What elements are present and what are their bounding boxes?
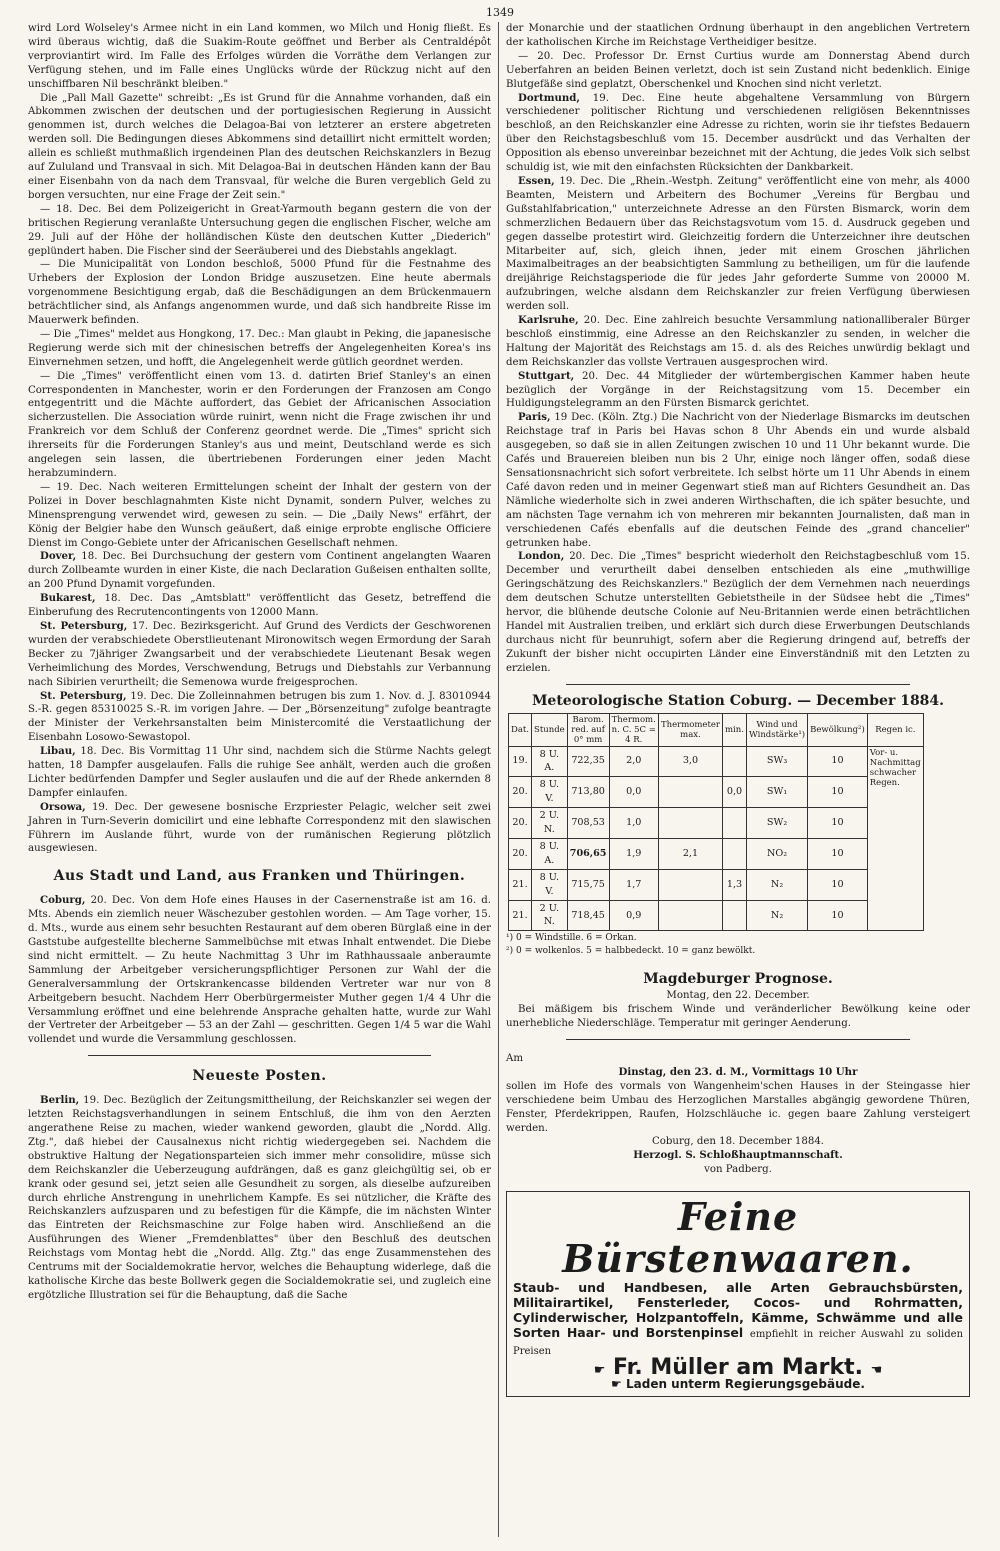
table-cell: 0,9 (609, 900, 658, 931)
table-cell: 10 (808, 777, 868, 808)
section-heading-neueste: Neueste Posten. (192, 1068, 327, 1085)
news-item-berlin (28, 1094, 491, 1303)
news-text: 20. Dec. Von dem Hofe eines Hauses in der Casernenstraße ist am 16. d. Mts. Abends ein ziemlich neuer Wäschezuber gestohlen worden. — Am Tage vorher, 15. d. Mts., wurde aus einem sehr besuchten Restaurant auf dem oberen Bürglaß eine in der Gaststube aufgestellte blecherne Sammelbüchse mit etwas Inhalt entwendet. Die Diebe sind nicht ermittelt. — Zu heute Nachmittag 3 Uhr im Rathhaussaale anberaumte Sammlung der Arbeitgeber versicherungspflichtiger Personen zur Wahl der die Generalversammlung der Ortskrankencasse bildenden Vertreter war nur von 8 Arbeitgebern besucht. Nachdem Herr Oberbürgermeister Muther gegen 1/4 4 Uhr die Versammlung eröffnet und eine belehrende Ansprache gehalten hatte, wurde zur Wahl der Vertreter der Arbeitgeber — 53 an der Zahl — geschritten. Gegen 1/4 5 war die Wahl vollendet und wurde die Versammlung geschlossen. (28, 895, 491, 1046)
news-item-petersburg (28, 620, 491, 690)
ad-date: Coburg, den 18. December 1884. (651, 1136, 825, 1148)
column-divider (498, 22, 499, 1537)
dateline: Essen, (518, 174, 555, 187)
news-item-dover (28, 550, 491, 592)
column-header: Bewölkung²) (808, 713, 868, 746)
divider (566, 1039, 910, 1040)
table-cell: 10 (808, 746, 868, 777)
dateline: St. Petersburg, (40, 619, 128, 632)
table-cell: 718,45 (567, 900, 609, 931)
column-header: Thermom. n. C. 5C = 4 R. (609, 713, 658, 746)
column-header: min. (723, 713, 747, 746)
table-cell: 8 U. A. (532, 838, 568, 869)
forecast-title: Magdeburger Prognose. (643, 971, 833, 988)
news-text: 20. Dec. Die „Times" bespricht wiederholt den Reichstagbeschluß vom 15. December und verurtheilt dabei denselben entschieden als eine „muthwillige Geringschätzung des Reichskanzlers." Bezüglich der dem Vernehmen nach neuerdings dem deutschen Schutze unterstellten Gebietstheile in der Südsee hebt die „Times" hervor, die blühende deutsche Colonie auf Neu-Britannien werde einen beträchtlichen Handel mit Australien treiben, und erklärt sich durch diese Erwerbungen Deutschlands durchaus nicht für beunruhigt, sofern aber die Regierung dringend auf, betreffs der Zukunft der bisher nicht occupirten Länder eine Einverständniß mit den Letzten zu erzielen. (506, 551, 970, 674)
table-cell: 2,1 (658, 838, 722, 869)
table-cell: SW₃ (746, 746, 807, 777)
ad-text: sollen im Hofe des vormals von Wangenheim'schen Hauses in der Steingasse hier verschiedene beim Umbau des Herzoglichen Marstalles abgängig gewordene Thüren, Fenster, Pferdekrippen, Raufen, Holzschläuche ic. gegen baare Zahlung versteigert werden. (506, 1080, 970, 1134)
auction-advertisement (506, 1052, 970, 1177)
dateline: Dover, (40, 550, 77, 563)
news-item-bukarest (28, 592, 491, 620)
article-paragraph: wird Lord Wolseley's Armee nicht in ein Land kommen, wo Milch und Honig fließt. Es wird überaus wichtig, daß die Suakim-Route geöffnet und Berber als Centraldépôt verproviantirt wird. Im Falle des Erfolges würden die Vorräthe dem Verlangen zur Verfügung stehen, und im Falle eines Unglücks würde der Rückzug nicht auf den unschiffbaren Nil beschränkt bleiben." (28, 23, 491, 90)
table-cell (723, 838, 747, 869)
dateline: Coburg, (40, 894, 86, 907)
table-cell: 1,7 (609, 869, 658, 900)
table-cell: 2,0 (609, 746, 658, 777)
table-row (509, 869, 924, 900)
ad-merchant (513, 1355, 963, 1381)
column-header: Dat. (509, 713, 532, 746)
column-header: Wind und Windstärke¹) (746, 713, 807, 746)
brush-advertisement (506, 1191, 970, 1397)
news-item-paris (506, 411, 970, 550)
news-item-stuttgart (506, 370, 970, 412)
weather-footnote: ²) 0 = wolkenlos. 5 = halbbedeckt. 10 = ganz bewölkt. (506, 946, 756, 957)
pointing-hand-icon: ☛ (611, 1377, 622, 1392)
dateline: London, (518, 550, 565, 563)
article-paragraph: — Die „Times" veröffentlicht einen vom 13. d. datirten Brief Stanley's an einen Correspondenten in Manchester, worin er den Forderungen der Franzosen am Congo entgegentritt und die Mächte auffordert, das Gebiet der Africanischen Association sicherzustellen. Die Association würde ruinirt, wenn nicht die Frage zwischen ihr und Frankreich vor dem Schluß der Conferenz geordnet werde. Die „Times" spricht sich ihrerseits für die Forderungen Stanley's aus und meint, Deutschland werde es sich angelegen sein lassen, die übertriebenen Forderungen einer jeden Macht herabzumindern. (28, 370, 491, 479)
table-cell: 21. (509, 869, 532, 900)
table-cell: 8 U. A. (532, 746, 568, 777)
table-cell: 20. (509, 838, 532, 869)
table-cell (723, 746, 747, 777)
weather-station-title: Meteorologische Station Coburg. — December 1884. (531, 692, 945, 709)
dateline: Orsowa, (40, 800, 86, 813)
column-header: Stunde (532, 713, 568, 746)
news-item-orsowa (28, 801, 491, 857)
dateline: Karlsruhe, (518, 314, 579, 327)
news-text: 20. Dec. Eine zahlreich besuchte Versammlung nationalliberaler Bürger beschloß einstimmig, eine Adresse an den Reichskanzler zu senden, in welcher die Haltung der Majorität des Reichstags am 15. d. als des Reiches unwürdig beklagt und dem Reichskanzler das vollste Vertrauen ausgesprochen wird. (506, 315, 970, 368)
table-cell: 10 (808, 900, 868, 931)
table-row (509, 746, 924, 777)
left-column (28, 22, 491, 1303)
news-item-essen (506, 175, 970, 314)
news-text: 18. Dec. Bis Vormittag 11 Uhr sind, nachdem sich die Stürme Nachts gelegt hatten, 18 Dampfer ausgelaufen. Falls die ruhige See anhält, werden auch die großen Lichter bedürfenden Dampfer und Segler auslaufen und die auf der Rhede ankernden 8 Dampfer einlaufen. (28, 746, 492, 799)
news-item-london (506, 550, 970, 675)
column-header: Thermometer max. (658, 713, 722, 746)
news-text: 19. Dec. Bezüglich der Zeitungsmittheilung, der Reichskanzler sei wegen der letzten Reichstagsverhandlungen in seinem Entschluß, die ihm von den Aerzten angerathene Reise zu machen, wieder wankend geworden, glaubt die „Nordd. Allg. Ztg.", daß hiebei der Causalnexus nicht richtig wiedergegeben sei. Nachdem die obstruktive Haltung der Negationsparteien sich immer mehr consolidire, müsse sich dem Reichskanzler die Ueberzeugung aufdrängen, daß es ganz gleichgültig sei, ob er krank oder gesund sei, jetzt seien alle Gesundheit zu sorgen, als dieselbe aufzureiben durch ehrliche Anstrengung in unehrlichem Kampfe. Es sei nützlicher, die Kräfte des Reichskanzlers aufzusparen und zu befestigen für die Kämpfe, die im nächsten Winter das Eintreten der Reichsmaschine zur Folge haben wird. Anschließend an die Ausführungen des Wiener „Fremdenblattes" über den Beschluß des deutschen Reichstags vom Montag hebt die „Nordd. Allg. Ztg." das enge Zusammenstehen des Centrums mit der Socialdemokratie hervor, welches die Behauptung widerlege, daß die katholische Kirche das beste Bollwerk gegen die Socialdemokratie sei, und zugleich eine ergötzliche Illustration sei für die Behauptung, daß die Sache (28, 1095, 491, 1301)
article-paragraph: — 19. Dec. Nach weiteren Ermittelungen scheint der Inhalt der gestern von der Polizei in Dover beschlagnahmten Kiste nicht Dynamit, sondern Pulver, welches zu Minensprengung verwendet wird, gewesen zu sein. — Die „Daily News" erfährt, der König der Belgier habe den Wunsch geäußert, daß einige erprobte englische Officiere Dienst im Congo-Gebiete unter der Africanischen Gesellschaft nehmen. (28, 481, 491, 549)
weather-footnote: ¹) 0 = Windstille. 6 = Orkan. (506, 933, 637, 944)
table-cell: 8 U. V. (532, 777, 568, 808)
table-cell: 2 U. N. (532, 900, 568, 931)
ad-products-tail: empfiehlt in reicher Auswahl zu soliden Preisen (513, 1329, 964, 1358)
article-paragraph: — Die Municipalität von London beschloß, 5000 Pfund für die Festnahme des Urhebers der Explosion der London Bridge auszusetzen. Eine heute abermals vorgenommene Besichtigung ergab, daß die Beschädigungen an dem Brückenmauern beträchtlicher sind, als Anfangs angenommen wurde, und daß sich handbreite Risse im Mauerwerk befinden. (28, 259, 491, 327)
table-cell: 10 (808, 808, 868, 839)
dateline: Libau, (40, 745, 76, 758)
table-row (509, 808, 924, 839)
section-heading: Aus Stadt und Land, aus Franken und Thüringen. (53, 868, 466, 885)
table-cell: SW₂ (746, 808, 807, 839)
column-header: Barom. red. auf 0° mm (567, 713, 609, 746)
table-cell: 1,0 (609, 808, 658, 839)
table-cell: N₂ (746, 869, 807, 900)
forecast-date: Montag, den 22. December. (666, 990, 810, 1002)
table-cell: 2 U. N. (532, 808, 568, 839)
pointing-hand-icon: ☛ (593, 1363, 606, 1379)
divider (88, 1055, 431, 1056)
pointing-hand-icon: ☚ (870, 1363, 883, 1379)
table-row (509, 777, 924, 808)
table-cell: 713,80 (567, 777, 609, 808)
ad-products: Staub- und Handbesen, alle Arten Gebrauchsbürsten, Militairartikel, Fensterleder, Cocos- und Rohrmatten, Cylinderwischer, Holzpantoffeln, Kämme, Schwämme und alle Sorten Haar- und Borstenpinsel (513, 1280, 963, 1341)
table-cell (723, 808, 747, 839)
ad-signature: von Padberg. (704, 1164, 772, 1176)
table-cell: 10 (808, 838, 868, 869)
news-text: 19. Dec. Die „Rhein.-Westph. Zeitung" veröffentlicht eine von mehr, als 4000 Beamten, Meistern und Arbeitern des Bochumer „Vereins für Bergbau und Gußstahlfabrication," unterzeichnete Adresse an den Fürsten Bismarck, worin dem schmerzlichen Bedauern über das Reichstagsvotum vom 15. d. Ausdruck gegeben und gegen dasselbe protestirt wird. Gleichzeitig fordern die Unterzeichner ihre deutschen Mitarbeiter auf, sich, gleich ihnen, jeder mit einem Groschen jährlichen Maximalbeitrages an der beabsichtigten Sammlung zu betheiligen, um für die laufende dreijährige Reichstagsperiode die für jedes Jahr geforderte Summe von 20000 M. aufzubringen, welche alsdann dem Reichskanzler zur freien Verfügung überwiesen werden soll. (506, 175, 970, 313)
right-column (506, 22, 970, 1397)
news-item-dortmund (506, 92, 970, 175)
weather-table-header-row (509, 713, 924, 746)
news-text: 17. Dec. Bezirksgericht. Auf Grund des Verdicts der Geschworenen wurden der verabschiedete Oberstlieutenant Mironowitsch wegen Ermordung der Sarah Becker zu 7jähriger Zwangsarbeit und der verabschiedete Lieutenant Besak wegen Verheimlichung des Mordes, Verschwendung, Betrugs und Diebstahls zur Verbannung nach Sibirien verurtheilt; die Semenowa wurde freigesprochen. (28, 620, 491, 688)
news-text: 18. Dec. Bei Durchsuchung der gestern vom Continent angelangten Waaren durch Zollbeamte wurden in einer Kiste, die nach Declaration Gußeisen enthalten sollte, an 200 Pfund Dynamit vorgefunden. (28, 551, 491, 591)
ad-office: Herzogl. S. Schloßhauptmannschaft. (633, 1149, 843, 1162)
table-cell: 708,53 (567, 808, 609, 839)
table-cell: 19. (509, 746, 532, 777)
table-cell: 1,3 (723, 869, 747, 900)
dateline: Dortmund, (518, 91, 580, 104)
news-item-coburg (28, 894, 491, 1047)
news-text: 20. Dec. 44 Mitglieder der würtembergischen Kammer haben heute bezüglich der Vorgänge in der Reichstagsitzung vom 15. December ein Huldigungstelegramm an den Fürsten Bismarck gerichtet. (506, 370, 971, 410)
news-item-libau (28, 745, 491, 801)
ad-title: Feine Bürstenwaaren. (562, 1194, 914, 1282)
ad-headline: Dinstag, den 23. d. M., Vormittags 10 Uhr (618, 1065, 858, 1078)
shop-location: Laden unterm Regierungsgebäude. (625, 1377, 865, 1392)
article-paragraph: — 20. Dec. Professor Dr. Ernst Curtius wurde am Donnerstag Abend durch Ueberfahren an beiden Beinen verletzt, doch ist sein Zustand nicht bedenklich. Einige Blutgefäße sind geplatzt, Oberschenkel und Knochen sind nicht verletzt. (506, 50, 970, 90)
table-cell: 722,35 (567, 746, 609, 777)
table-cell (723, 900, 747, 931)
table-cell: NO₂ (746, 838, 807, 869)
ad-body (513, 1280, 963, 1359)
divider (566, 684, 910, 685)
table-cell: 20. (509, 808, 532, 839)
table-cell: 8 U. V. (532, 869, 568, 900)
table-cell: 10 (808, 869, 868, 900)
news-item-petersburg-2 (28, 690, 491, 746)
dateline: Paris, (518, 411, 551, 424)
page-number: 1349 (486, 6, 514, 19)
news-text: 18. Dec. Das „Amtsblatt" veröffentlicht das Gesetz, betreffend die Einberufung des Recrutencontingents von 12000 Mann. (28, 593, 491, 619)
news-text: 19. Dec. Der gewesene bosnische Erzpriester Pelagic, welcher seit zwei Jahren in Turn-Severin domicilirt und eine lebhafte Correspondenz mit den slawischen Führern im Auslande führt, wurde von der rumänischen Regierung plötzlich ausgewiesen. (28, 801, 491, 855)
table-cell: 20. (509, 777, 532, 808)
table-cell (658, 808, 722, 839)
table-row (509, 838, 924, 869)
table-cell: 715,75 (567, 869, 609, 900)
table-cell: 1,9 (609, 838, 658, 869)
dateline: Berlin, (40, 1094, 80, 1107)
table-cell (658, 777, 722, 808)
article-paragraph: der Monarchie und der staatlichen Ordnung überhaupt in den angeblichen Vertretern der katholischen Kirche im Reichstage Vertheidiger besitze. (506, 23, 970, 48)
article-paragraph: — Die „Times" meldet aus Hongkong, 17. Dec.: Man glaubt in Peking, die japanesische Regierung werde sich mit der chinesischen betreffs der Angelegenheiten Korea's ins Einvernehmen setzen, und hofft, die Angelegenheit werde gütlich geordnet werden. (28, 328, 491, 368)
table-cell: 3,0 (658, 746, 722, 777)
dateline: Bukarest, (40, 592, 96, 605)
table-cell (658, 869, 722, 900)
table-cell: N₂ (746, 900, 807, 931)
forecast-text: Bei mäßigem bis frischem Winde und veränderlicher Bewölkung keine oder unerhebliche Niederschläge. Temperatur mit geringer Aenderung. (506, 1004, 970, 1030)
news-item-karlsruhe (506, 314, 970, 370)
column-header: Regen ic. (867, 713, 923, 746)
table-cell: 21. (509, 900, 532, 931)
news-text: 19. Dec. Die Zolleinnahmen betrugen bis zum 1. Nov. d. J. 83010944 S.-R. gegen 85310025 S.-R. im vorigen Jahre. — Der „Börsenzeitung" zufolge beantragte der Minister der Verkehrsanstalten beim Ministercomité die Verstaatlichung der Eisenbahn Losowo-Sewastopol. (28, 690, 491, 744)
article-paragraph: Die „Pall Mall Gazette" schreibt: „Es ist Grund für die Annahme vorhanden, daß ein Abkommen zwischen der deutschen und der portugiesischen Regierung in Aussicht genommen ist, durch welches die Delagoa-Bai von letzterer an erstere abgetreten werden soll. Die Bedingungen dieses Abkommens sind detaillirt nicht ermittelt worden; allein es schließt muthmaßlich irgendeinen Plan des deutschen Reichskanzlers in Bezug auf Zululand und Transvaal in sich. Mit Delagoa-Bai in deutschen Händen kann der Bau einer Eisenbahn von da nach dem Transvaal, für welche die Buren vergeblich Geld zu borgen versuchten, nur eine Frage der Zeit sein." (28, 92, 491, 201)
table-cell: 0,0 (609, 777, 658, 808)
table-cell: SW₁ (746, 777, 807, 808)
ad-footer (513, 1378, 963, 1392)
news-text: 19. Dec. Eine heute abgehaltene Versammlung von Bürgern verschiedener politischer Richtung und verschiedenen religiösen Bekenntnisses beschloß, an den Reichskanzler eine Adresse zu richten, worin sie ihr tiefstes Bedauern über den Reichstagsbeschluß vom 15. December ausdrückt und das Verhalten der Opposition als ebenso unvereinbar bezeichnet mit der Achtung, die jedes Volk sich selbst schuldig ist, wie mit den einfachsten Rücksichten der Dankbarkeit. (506, 92, 970, 174)
article-paragraph: — 18. Dec. Bei dem Polizeigericht in Great-Yarmouth begann gestern die von der britischen Regierung veranlaßte Untersuchung gegen die englischen Fischer, welche am 29. Juli auf der Höhe der holländischen Küste den deutschen Kutter „Diederich" geplündert haben. Die Fischer sind der Seeräuberei und des Diebstahls angeklagt. (28, 203, 491, 257)
news-text: 19 Dec. (Köln. Ztg.) Die Nachricht von der Niederlage Bismarcks im deutschen Reichstage traf in Paris bei Havas schon 8 Uhr Abends ein und wurde alsbald ausgegeben, so daß sie in allen Zeitungen zwischen 10 und 11 Uhr bekannt wurde. Die Cafés und Brauereien bleiben nun bis 2 Uhr, einige noch länger offen, sodaß diese Sensationsnachricht sich sofort verbreitete. Ich selbst hörte um 11 Uhr Abends in einem Café davon reden und in meiner Gegenwart stieß man auf Richters Gesundheit an. Das Nämliche wiederholte sich in zwei anderen Wirthschaften, die ich später besuchte, und am nächsten Tage vernahm ich von mehreren mir bekannten Journalisten, daß man in verschiedenen Cafés ebenfalls auf die deutschen Feinde des „grand chancelier" getrunken habe. (506, 412, 970, 549)
table-cell: 0,0 (723, 777, 747, 808)
dateline: Stuttgart, (518, 369, 575, 382)
weather-table (508, 713, 924, 932)
ad-am: Am (506, 1053, 524, 1064)
table-cell: 706,65 (567, 838, 609, 869)
table-cell (658, 900, 722, 931)
table-row (509, 900, 924, 931)
dateline: St. Petersburg, (40, 689, 127, 702)
merchant-name: Fr. Müller am Markt. (613, 1355, 863, 1381)
rain-remark: Vor- u. Nachmittag schwacher Regen. (867, 746, 923, 931)
